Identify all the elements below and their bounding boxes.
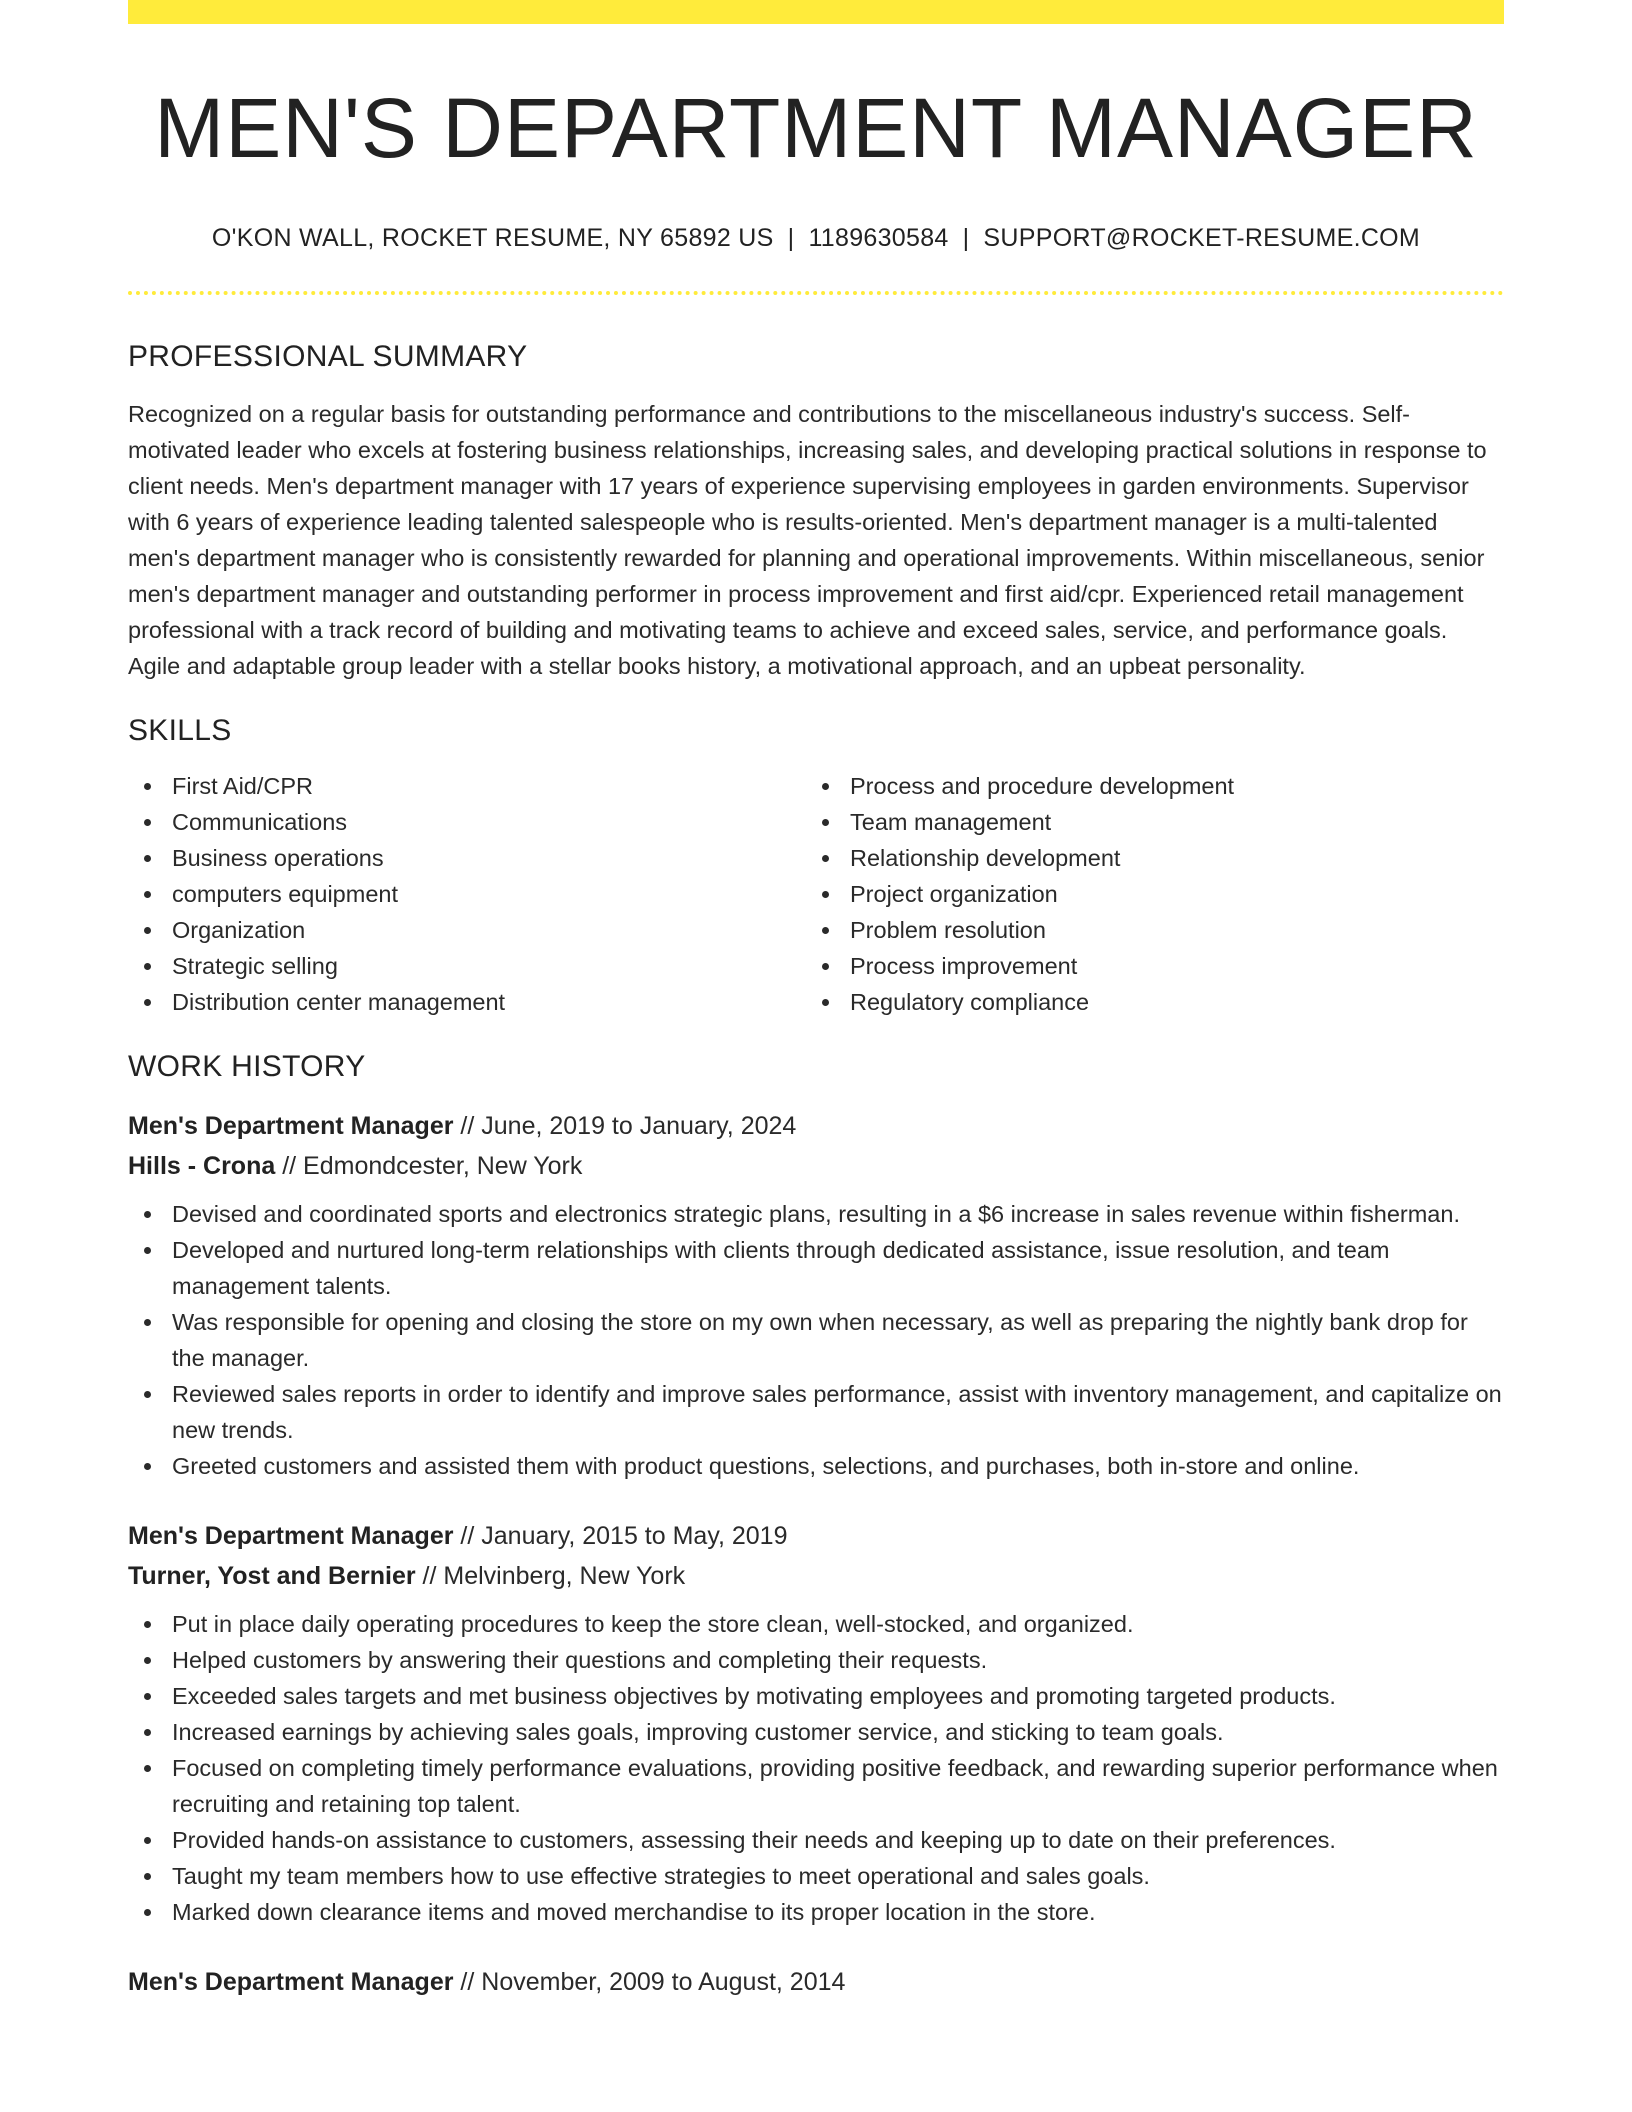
job-role: Men's Department Manager bbox=[128, 1522, 454, 1551]
job-role: Men's Department Manager bbox=[128, 1112, 454, 1141]
skill-item: Team management bbox=[806, 804, 1484, 840]
job-bullet: Taught my team members how to use effective strategies to meet operational and sales goals. bbox=[128, 1858, 1504, 1894]
contact-line bbox=[128, 224, 1504, 253]
skill-item: First Aid/CPR bbox=[128, 768, 806, 804]
job-bullet: Developed and nurtured long-term relationships with clients through dedicated assistance, issue resolution, and team management talents. bbox=[128, 1232, 1504, 1304]
job-bullet: Provided hands-on assistance to customers, assessing their needs and keeping up to date on their preferences. bbox=[128, 1822, 1504, 1858]
work-history-heading: WORK HISTORY bbox=[128, 1050, 366, 1084]
job-title-line bbox=[128, 1516, 1504, 1556]
job-location: // Melvinberg, New York bbox=[422, 1562, 686, 1591]
job-bullet: Focused on completing timely performance evaluations, providing positive feedback, and rewarding superior performance when recruiting and retaining top talent. bbox=[128, 1750, 1504, 1822]
contact-separator: | bbox=[787, 224, 795, 253]
skill-item: Relationship development bbox=[806, 840, 1484, 876]
job-bullet: Reviewed sales reports in order to identify and improve sales performance, assist with inventory management, and capitalize on new trends. bbox=[128, 1376, 1504, 1448]
skills-column-left bbox=[128, 768, 806, 1020]
job-entry bbox=[128, 1106, 1504, 1484]
job-bullet: Helped customers by answering their questions and completing their requests. bbox=[128, 1642, 1504, 1678]
skill-item: Communications bbox=[128, 804, 806, 840]
skills-column-right bbox=[806, 768, 1484, 1020]
top-accent-bar bbox=[128, 0, 1504, 24]
job-bullet: Increased earnings by achieving sales goals, improving customer service, and sticking to team goals. bbox=[128, 1714, 1504, 1750]
job-company-line bbox=[128, 1556, 1504, 1596]
contact-address: O'KON WALL, ROCKET RESUME, NY 65892 US bbox=[211, 224, 774, 253]
skill-item: Process improvement bbox=[806, 948, 1484, 984]
skill-item: Organization bbox=[128, 912, 806, 948]
job-bullet: Exceeded sales targets and met business objectives by motivating employees and promoting targeted products. bbox=[128, 1678, 1504, 1714]
skill-item: Strategic selling bbox=[128, 948, 806, 984]
skill-item: Problem resolution bbox=[806, 912, 1484, 948]
skills-heading: SKILLS bbox=[128, 714, 232, 748]
job-company: Turner, Yost and Bernier bbox=[128, 1562, 416, 1591]
job-company-line bbox=[128, 1146, 1504, 1186]
contact-email: SUPPORT@ROCKET-RESUME.COM bbox=[983, 224, 1421, 253]
contact-phone: 1189630584 bbox=[808, 224, 949, 253]
job-bullet: Greeted customers and assisted them with product questions, selections, and purchases, both in-store and online. bbox=[128, 1448, 1504, 1484]
job-bullets bbox=[128, 1196, 1504, 1484]
skills-list bbox=[128, 768, 1504, 1020]
job-bullet: Devised and coordinated sports and electronics strategic plans, resulting in a $6 increase in sales revenue within fisherman. bbox=[128, 1196, 1504, 1232]
summary-heading: PROFESSIONAL SUMMARY bbox=[128, 340, 528, 374]
skill-item: Process and procedure development bbox=[806, 768, 1484, 804]
skill-item: computers equipment bbox=[128, 876, 806, 912]
skill-item: Business operations bbox=[128, 840, 806, 876]
resume-page bbox=[128, 0, 1504, 2002]
job-dates: // November, 2009 to August, 2014 bbox=[460, 1968, 846, 1997]
job-location: // Edmondcester, New York bbox=[282, 1152, 583, 1181]
job-bullet: Was responsible for opening and closing the store on my own when necessary, as well as preparing the nightly bank drop for the manager. bbox=[128, 1304, 1504, 1376]
skill-item: Regulatory compliance bbox=[806, 984, 1484, 1020]
job-dates: // June, 2019 to January, 2024 bbox=[460, 1112, 797, 1141]
skill-item: Project organization bbox=[806, 876, 1484, 912]
job-title-line bbox=[128, 1962, 1504, 2002]
job-company: Hills - Crona bbox=[128, 1152, 276, 1181]
job-title-line bbox=[128, 1106, 1504, 1146]
contact-separator: | bbox=[962, 224, 970, 253]
job-dates: // January, 2015 to May, 2019 bbox=[460, 1522, 788, 1551]
job-role: Men's Department Manager bbox=[128, 1968, 454, 1997]
dotted-divider bbox=[128, 291, 1504, 295]
job-entry bbox=[128, 1962, 1504, 2002]
job-bullet: Put in place daily operating procedures to keep the store clean, well-stocked, and organized. bbox=[128, 1606, 1504, 1642]
job-bullet: Marked down clearance items and moved merchandise to its proper location in the store. bbox=[128, 1894, 1504, 1930]
resume-name: MEN'S DEPARTMENT MANAGER bbox=[154, 81, 1478, 175]
job-entry bbox=[128, 1516, 1504, 1930]
summary-text: Recognized on a regular basis for outstanding performance and contributions to the miscellaneous industry's success. Self-motivated leader who excels at fostering business relationships, increasing sales, and developing practical solutions in response to client needs. Men's department manager with 17 years of experience supervising employees in garden environments. Supervisor with 6 years of experience leading talented salespeople who is results-oriented. Men's department manager is a multi-talented men's department manager who is consistently rewarded for planning and operational improvements. Within miscellaneous, senior men's department manager and outstanding performer in process improvement and first aid/cpr. Experienced retail management professional with a track record of building and motivating teams to achieve and exceed sales, service, and performance goals. Agile and adaptable group leader with a stellar books history, a motivational approach, and an upbeat personality. bbox=[128, 401, 1487, 680]
job-bullets bbox=[128, 1606, 1504, 1930]
skill-item: Distribution center management bbox=[128, 984, 806, 1020]
